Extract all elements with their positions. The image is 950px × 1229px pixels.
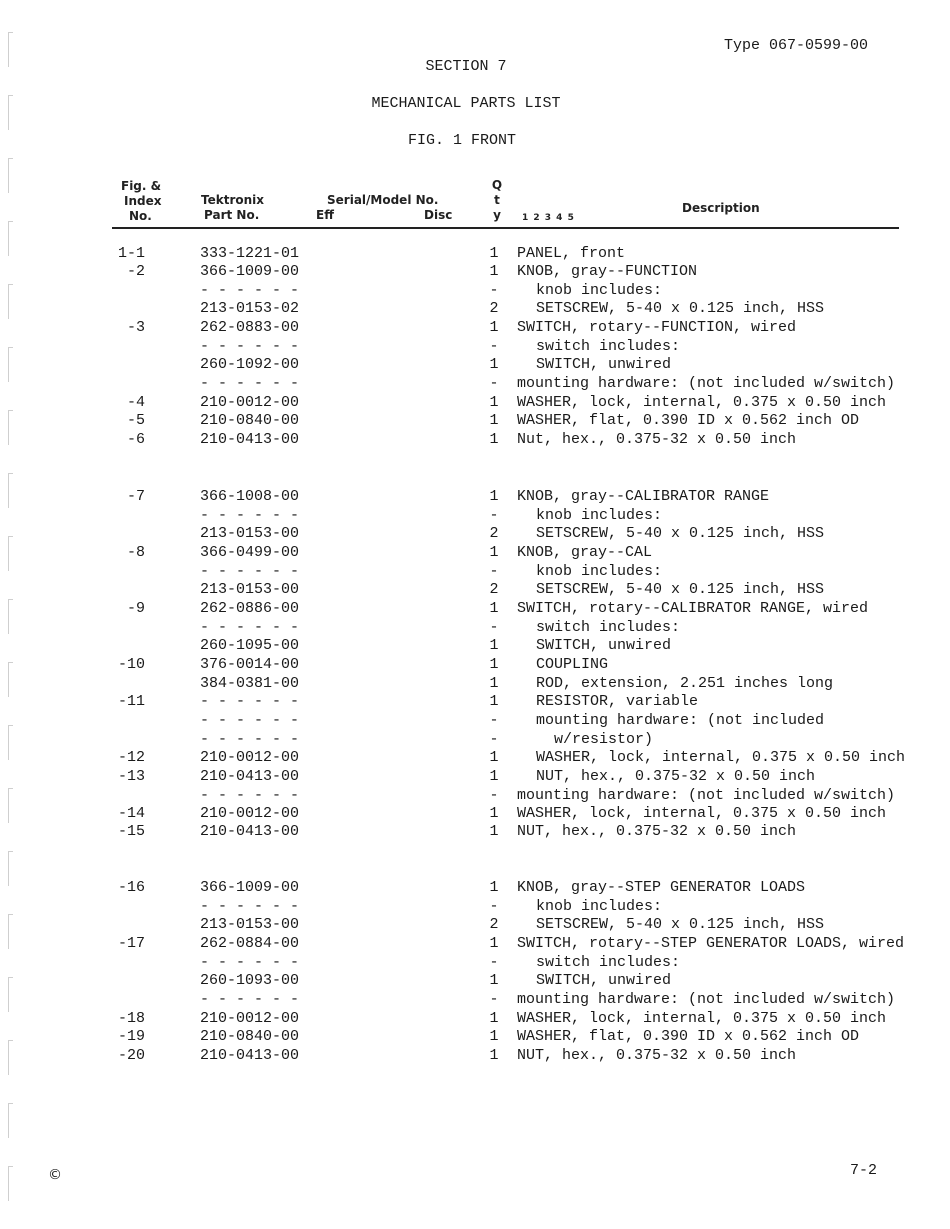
table-row — [0, 600, 950, 618]
part-number: 213-0153-00 — [200, 525, 300, 542]
table-row — [0, 879, 950, 897]
table-row — [0, 319, 950, 337]
table-row — [0, 488, 950, 506]
type-number: Type 067-0599-00 — [724, 37, 869, 54]
index-number: -2 — [126, 263, 145, 280]
quantity: - — [489, 563, 499, 580]
quantity: 2 — [489, 525, 499, 542]
header-qty-y: y — [493, 208, 501, 222]
header-qty-t: t — [494, 193, 500, 207]
part-number: - - - - - - — [200, 619, 300, 636]
description: WASHER, lock, internal, 0.375 x 0.50 inch — [536, 749, 906, 766]
header-tektronix: Tektronix — [201, 193, 265, 207]
part-number: 260-1093-00 — [200, 972, 300, 989]
table-row — [0, 525, 950, 543]
quantity: - — [489, 375, 499, 392]
description: KNOB, gray--CAL — [517, 544, 653, 561]
part-number: - - - - - - — [200, 712, 300, 729]
description: switch includes: — [536, 619, 681, 636]
table-row — [0, 394, 950, 412]
part-number: 210-0012-00 — [200, 394, 300, 411]
part-number: 210-0413-00 — [200, 431, 300, 448]
header-eff: Eff — [316, 208, 334, 222]
part-number: - - - - - - — [200, 282, 300, 299]
description: Nut, hex., 0.375-32 x 0.50 inch — [517, 431, 797, 448]
part-number: 262-0886-00 — [200, 600, 300, 617]
table-row — [0, 768, 950, 786]
description: mounting hardware: (not included w/switch) — [517, 375, 896, 392]
description: RESISTOR, variable — [536, 693, 699, 710]
quantity: 1 — [489, 935, 499, 952]
table-row — [0, 787, 950, 805]
quantity: 1 — [489, 245, 499, 262]
part-number: 366-1008-00 — [200, 488, 300, 505]
part-number: 260-1092-00 — [200, 356, 300, 373]
part-number: - - - - - - — [200, 954, 300, 971]
quantity: 1 — [489, 394, 499, 411]
part-number: 210-0840-00 — [200, 412, 300, 429]
quantity: 1 — [489, 823, 499, 840]
table-row — [0, 544, 950, 562]
table-row — [0, 954, 950, 972]
quantity: 1 — [489, 879, 499, 896]
index-number: -18 — [117, 1010, 145, 1027]
part-number: - - - - - - — [200, 731, 300, 748]
quantity: - — [489, 619, 499, 636]
header-rule — [112, 227, 899, 229]
description: SWITCH, rotary--CALIBRATOR RANGE, wired — [517, 600, 869, 617]
quantity: 1 — [489, 488, 499, 505]
description: mounting hardware: (not included w/switch) — [517, 787, 896, 804]
table-row — [0, 282, 950, 300]
part-number: 376-0014-00 — [200, 656, 300, 673]
table-row — [0, 749, 950, 767]
quantity: 2 — [489, 916, 499, 933]
quantity: - — [489, 338, 499, 355]
quantity: 1 — [489, 600, 499, 617]
table-row — [0, 823, 950, 841]
part-number: - - - - - - — [200, 991, 300, 1008]
table-row — [0, 375, 950, 393]
index-number: -3 — [126, 319, 145, 336]
header-part-no: Part No. — [204, 208, 260, 222]
table-row — [0, 898, 950, 916]
header-indent-levels: 1 2 3 4 5 — [522, 213, 575, 223]
quantity: 1 — [489, 675, 499, 692]
index-number: -11 — [117, 693, 145, 710]
part-number: - - - - - - — [200, 563, 300, 580]
table-row — [0, 1028, 950, 1046]
description: ROD, extension, 2.251 inches long — [536, 675, 834, 692]
table-row — [0, 245, 950, 263]
index-number: -10 — [117, 656, 145, 673]
header-description: Description — [682, 201, 760, 215]
quantity: - — [489, 507, 499, 524]
table-row — [0, 263, 950, 281]
part-number: 213-0153-02 — [200, 300, 300, 317]
index-number: 1-1 — [117, 245, 145, 262]
header-no: No. — [129, 209, 152, 223]
description: WASHER, lock, internal, 0.375 x 0.50 inch — [517, 1010, 887, 1027]
table-row — [0, 356, 950, 374]
index-number: -20 — [117, 1047, 145, 1064]
quantity: 1 — [489, 749, 499, 766]
index-number: -6 — [126, 431, 145, 448]
part-number: 366-1009-00 — [200, 263, 300, 280]
quantity: - — [489, 712, 499, 729]
description: SWITCH, unwired — [536, 972, 672, 989]
index-number: -17 — [117, 935, 145, 952]
table-row — [0, 412, 950, 430]
description: mounting hardware: (not included — [536, 712, 825, 729]
part-number: 210-0413-00 — [200, 1047, 300, 1064]
part-number: - - - - - - — [200, 338, 300, 355]
table-row — [0, 656, 950, 674]
index-number: -19 — [117, 1028, 145, 1045]
page-number: 7-2 — [850, 1162, 878, 1179]
description: mounting hardware: (not included w/switch) — [517, 991, 896, 1008]
table-row — [0, 581, 950, 599]
quantity: 1 — [489, 805, 499, 822]
quantity: 1 — [489, 1028, 499, 1045]
part-number: 384-0381-00 — [200, 675, 300, 692]
description: w/resistor) — [554, 731, 654, 748]
index-number: -7 — [126, 488, 145, 505]
index-number: -5 — [126, 412, 145, 429]
copyright-symbol: © — [48, 1167, 62, 1183]
part-number: 210-0413-00 — [200, 768, 300, 785]
quantity: 2 — [489, 581, 499, 598]
page-title: MECHANICAL PARTS LIST — [371, 95, 561, 112]
description: SWITCH, rotary--STEP GENERATOR LOADS, wired — [517, 935, 905, 952]
description: switch includes: — [536, 954, 681, 971]
part-number: - - - - - - — [200, 787, 300, 804]
description: WASHER, flat, 0.390 ID x 0.562 inch OD — [517, 1028, 860, 1045]
part-number: 210-0413-00 — [200, 823, 300, 840]
table-row — [0, 916, 950, 934]
description: KNOB, gray--STEP GENERATOR LOADS — [517, 879, 806, 896]
quantity: 1 — [489, 637, 499, 654]
quantity: - — [489, 898, 499, 915]
part-number: 213-0153-00 — [200, 581, 300, 598]
index-number: -12 — [117, 749, 145, 766]
header-qty-q: Q — [491, 178, 503, 192]
table-row — [0, 507, 950, 525]
header-fig: Fig. & — [121, 179, 162, 193]
figure-title: FIG. 1 FRONT — [407, 132, 517, 149]
quantity: 2 — [489, 300, 499, 317]
header-index: Index — [124, 194, 162, 208]
part-number: 210-0012-00 — [200, 749, 300, 766]
part-number: - - - - - - — [200, 507, 300, 524]
table-row — [0, 991, 950, 1009]
description: WASHER, flat, 0.390 ID x 0.562 inch OD — [517, 412, 860, 429]
table-row — [0, 693, 950, 711]
description: WASHER, lock, internal, 0.375 x 0.50 inch — [517, 394, 887, 411]
table-row — [0, 712, 950, 730]
index-number: -14 — [117, 805, 145, 822]
part-number: 366-0499-00 — [200, 544, 300, 561]
index-number: -15 — [117, 823, 145, 840]
part-number: 262-0883-00 — [200, 319, 300, 336]
index-number: -8 — [126, 544, 145, 561]
description: NUT, hex., 0.375-32 x 0.50 inch — [517, 823, 797, 840]
quantity: 1 — [489, 1010, 499, 1027]
description: SWITCH, unwired — [536, 637, 672, 654]
table-row — [0, 338, 950, 356]
description: NUT, hex., 0.375-32 x 0.50 inch — [517, 1047, 797, 1064]
section-title: SECTION 7 — [425, 58, 507, 75]
table-row — [0, 935, 950, 953]
description: COUPLING — [536, 656, 609, 673]
table-row — [0, 805, 950, 823]
index-number: -13 — [117, 768, 145, 785]
description: SWITCH, unwired — [536, 356, 672, 373]
part-number: 260-1095-00 — [200, 637, 300, 654]
table-row — [0, 1010, 950, 1028]
part-number: - - - - - - — [200, 693, 300, 710]
quantity: 1 — [489, 1047, 499, 1064]
table-row — [0, 675, 950, 693]
quantity: - — [489, 991, 499, 1008]
quantity: - — [489, 787, 499, 804]
table-row — [0, 731, 950, 749]
quantity: 1 — [489, 263, 499, 280]
quantity: 1 — [489, 431, 499, 448]
description: knob includes: — [536, 282, 663, 299]
table-row — [0, 637, 950, 655]
quantity: 1 — [489, 768, 499, 785]
part-number: 366-1009-00 — [200, 879, 300, 896]
description: WASHER, lock, internal, 0.375 x 0.50 inch — [517, 805, 887, 822]
quantity: 1 — [489, 356, 499, 373]
part-number: - - - - - - — [200, 375, 300, 392]
index-number: -4 — [126, 394, 145, 411]
table-row — [0, 972, 950, 990]
table-row — [0, 431, 950, 449]
description: switch includes: — [536, 338, 681, 355]
part-number: 210-0012-00 — [200, 805, 300, 822]
part-number: 333-1221-01 — [200, 245, 300, 262]
quantity: 1 — [489, 972, 499, 989]
table-row — [0, 1047, 950, 1065]
header-disc: Disc — [424, 208, 453, 222]
quantity: 1 — [489, 693, 499, 710]
quantity: 1 — [489, 319, 499, 336]
table-row — [0, 563, 950, 581]
table-row — [0, 300, 950, 318]
quantity: - — [489, 731, 499, 748]
description: knob includes: — [536, 563, 663, 580]
quantity: 1 — [489, 544, 499, 561]
description: knob includes: — [536, 507, 663, 524]
index-number: -9 — [126, 600, 145, 617]
description: PANEL, front — [517, 245, 626, 262]
quantity: - — [489, 282, 499, 299]
index-number: -16 — [117, 879, 145, 896]
quantity: 1 — [489, 656, 499, 673]
quantity: - — [489, 954, 499, 971]
part-number: 262-0884-00 — [200, 935, 300, 952]
description: SWITCH, rotary--FUNCTION, wired — [517, 319, 797, 336]
description: SETSCREW, 5-40 x 0.125 inch, HSS — [536, 525, 825, 542]
part-number: 213-0153-00 — [200, 916, 300, 933]
header-serial-model: Serial/Model No. — [327, 193, 439, 207]
description: KNOB, gray--FUNCTION — [517, 263, 698, 280]
quantity: 1 — [489, 412, 499, 429]
table-row — [0, 619, 950, 637]
part-number: - - - - - - — [200, 898, 300, 915]
description: NUT, hex., 0.375-32 x 0.50 inch — [536, 768, 816, 785]
description: KNOB, gray--CALIBRATOR RANGE — [517, 488, 770, 505]
description: SETSCREW, 5-40 x 0.125 inch, HSS — [536, 581, 825, 598]
part-number: 210-0840-00 — [200, 1028, 300, 1045]
description: SETSCREW, 5-40 x 0.125 inch, HSS — [536, 300, 825, 317]
description: knob includes: — [536, 898, 663, 915]
description: SETSCREW, 5-40 x 0.125 inch, HSS — [536, 916, 825, 933]
part-number: 210-0012-00 — [200, 1010, 300, 1027]
